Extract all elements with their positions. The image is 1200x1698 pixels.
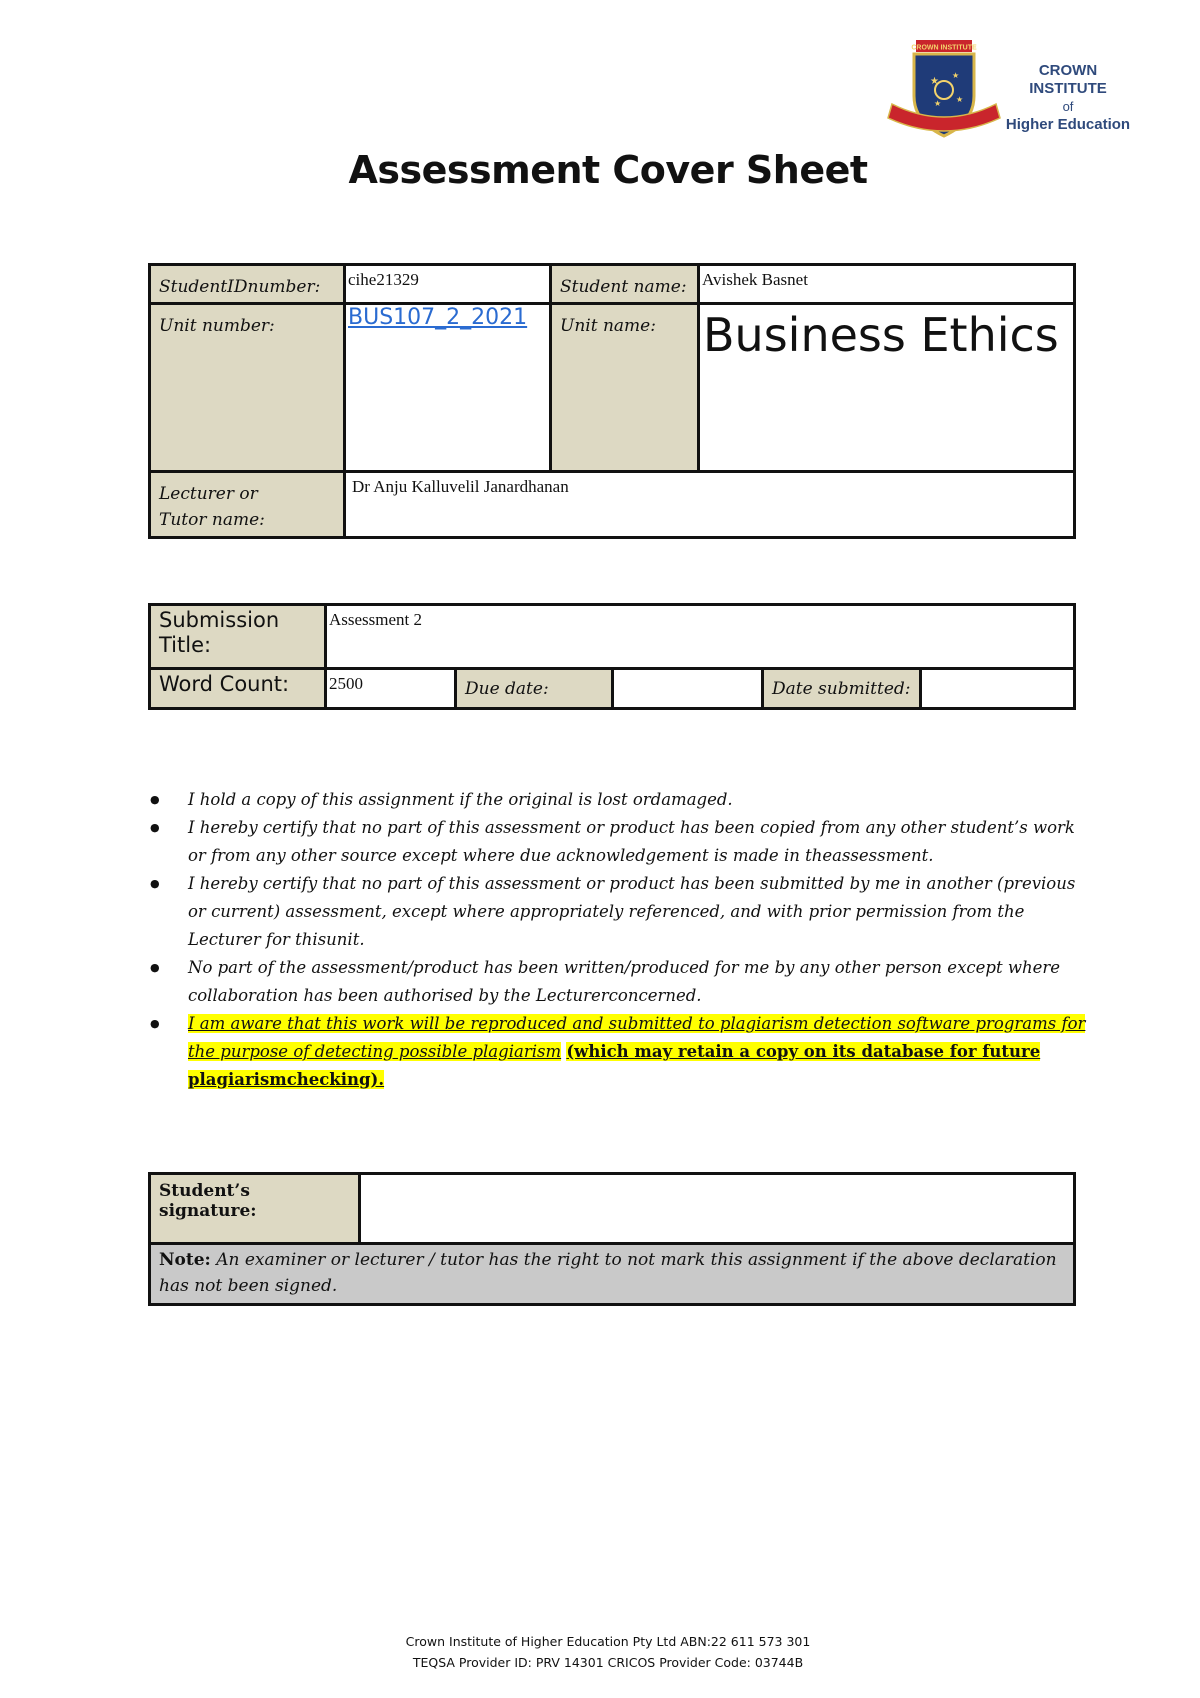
signature-label: Student’s signature: (150, 1174, 360, 1244)
declaration-item: ● I hereby certify that no part of this assessment or product has been copied from any other student’s work or from any other source except where due acknowledgement is made in theassessment. (150, 814, 1090, 870)
footer (0, 1631, 1200, 1673)
plagiarism-italic-text: I am aware that this work will be reproduced and submitted to plagiarism detection software programs for the purpose of detecting possible plagiarism (188, 1014, 1086, 1061)
svg-text:★: ★ (952, 71, 960, 80)
lecturer-label-line-1: Lecturer or (159, 484, 258, 504)
logo-text (1000, 62, 1136, 134)
unit-name-label: Unit name: (551, 304, 699, 472)
footer-line-2: TEQSA Provider ID: PRV 14301 CRICOS Provider Code: 03744B (412, 1655, 804, 1670)
date-submitted-label: Date submitted: (763, 669, 921, 709)
logo-line-3: Higher Education (1005, 116, 1131, 133)
lecturer-value[interactable]: Dr Anju Kalluvelil Janardhanan (345, 472, 1075, 538)
svg-text:★: ★ (930, 76, 939, 87)
declaration-item: ● I hold a copy of this assignment if the original is lost ordamaged. (150, 786, 1090, 814)
student-name-label: Student name: (551, 265, 699, 304)
signature-table (148, 1172, 1076, 1306)
student-id-value[interactable]: cihe21329 (345, 265, 551, 304)
lecturer-label (150, 472, 345, 538)
logo-line-1: CROWN INSTITUTE (1029, 62, 1107, 97)
crest-label: CROWN INSTITUTE (911, 44, 977, 52)
lecturer-label-line-2: Tutor name: (159, 510, 265, 530)
submission-table (148, 603, 1076, 710)
page-title: Assessment Cover Sheet (348, 148, 868, 192)
crest-icon (886, 38, 1002, 142)
plagiarism-declaration (150, 1010, 1090, 1094)
signature-note (150, 1244, 1075, 1305)
submission-title-label-line-2: Title: (159, 633, 212, 657)
unit-number-label: Unit number: (150, 304, 345, 472)
word-count-label: Word Count: (150, 669, 326, 709)
date-submitted-value[interactable] (921, 669, 1075, 709)
due-date-value[interactable] (613, 669, 763, 709)
declaration-list (150, 786, 1090, 1094)
student-details-table (148, 263, 1076, 539)
svg-text:★: ★ (934, 99, 942, 108)
declaration-item: ● No part of the assessment/product has been written/produced for me by any other person except where collaboration has been authorised by the Lecturerconcerned. (150, 954, 1090, 1010)
submission-title-label (150, 605, 326, 669)
declaration-item: ● I hereby certify that no part of this assessment or product has been submitted by me in another (previous or current) assessment, except where appropriately referenced, and with prior permission from the Lecturer for thisunit. (150, 870, 1090, 954)
unit-name-value[interactable]: Business Ethics (699, 304, 1075, 472)
plagiarism-bold-text: (which may retain a copy on its database for future plagiarismchecking). (188, 1042, 1041, 1089)
student-name-value[interactable]: Avishek Basnet (699, 265, 1075, 304)
student-id-label: StudentIDnumber: (150, 265, 345, 304)
institute-logo (886, 38, 1136, 142)
submission-title-value[interactable]: Assessment 2 (326, 605, 1075, 669)
submission-title-label-line-1: Submission (159, 608, 280, 632)
word-count-value[interactable]: 2500 (326, 669, 456, 709)
signature-field[interactable] (360, 1174, 1075, 1244)
svg-text:★: ★ (956, 95, 964, 104)
note-label: Note: (159, 1250, 211, 1270)
note-text: An examiner or lecturer / tutor has the right to not mark this assignment if the above declaration has not been signed. (159, 1250, 1057, 1296)
logo-line-2: of (1062, 99, 1074, 114)
unit-number-link[interactable]: BUS107_2_2021 (345, 304, 551, 472)
due-date-label: Due date: (456, 669, 613, 709)
footer-line-1: Crown Institute of Higher Education Pty Ltd ABN:22 611 573 301 (405, 1634, 811, 1649)
